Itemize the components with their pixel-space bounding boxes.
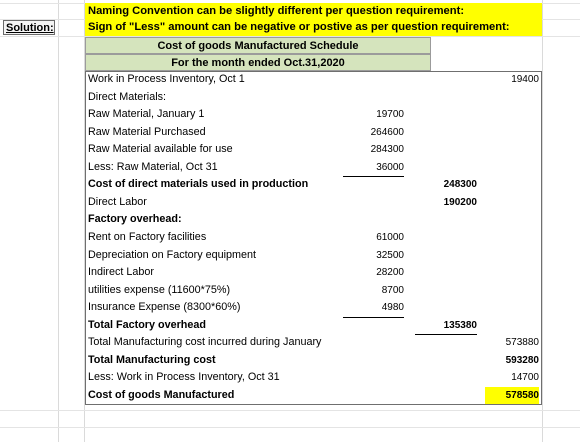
row-label: Total Manufacturing cost incurred during January [88,336,322,349]
table-row [85,159,542,177]
note-less-sign: Sign of "Less" amount can be negative or postive as per question requirement: [85,19,542,36]
amount-cell: 8700 [381,284,404,296]
table-row [85,71,542,89]
row-label: Raw Material Purchased [88,125,206,138]
table-row [85,247,542,265]
solution-label: Solution: [3,20,55,35]
amount-cell: 32500 [376,249,404,261]
row-gridline [0,410,580,411]
row-label: Cost of direct materials used in production [88,178,309,191]
row-label: Total Factory overhead [88,318,206,331]
row-label: Indirect Labor [88,266,155,279]
amount-cell: 573880 [505,337,539,349]
row-gridline [0,427,580,428]
row-label: Raw Material available for use [88,143,233,156]
row-label: Rent on Factory facilities [88,230,207,243]
amount-cell: 61000 [376,231,404,243]
row-label: Insurance Expense (8300*60%) [88,301,241,314]
amount-cell: 578580 [485,387,539,405]
table-row [85,352,542,370]
table-row [85,229,542,247]
table-row [85,299,542,317]
row-label: Factory overhead: [88,213,182,226]
table-row [85,141,542,159]
table-row [85,264,542,282]
table-row [85,334,542,352]
amount-cell: 248300 [443,179,477,191]
table-row [85,89,542,107]
row-label: Cost of goods Manufactured [88,388,235,401]
row-label: Raw Material, January 1 [88,108,205,121]
row-label: Total Manufacturing cost [88,353,216,366]
schedule-title: Cost of goods Manufactured Schedule [85,37,431,54]
row-label: Depreciation on Factory equipment [88,248,257,261]
table-row [85,106,542,124]
amount-cell: 284300 [370,144,404,156]
row-label: utilities expense (11600*75%) [88,283,231,296]
schedule-period: For the month ended Oct.31,2020 [85,54,431,71]
table-row [85,194,542,212]
column-gridline [542,0,543,442]
amount-cell: 593280 [505,354,539,366]
table-row [85,176,542,194]
table-row [85,369,542,387]
amount-cell: 28200 [376,267,404,279]
row-label: Work in Process Inventory, Oct 1 [88,73,245,85]
table-row [85,124,542,142]
amount-cell: 4980 [343,299,404,318]
row-label: Direct Labor [88,195,147,208]
row-label: Less: Raw Material, Oct 31 [88,160,218,173]
row-label: Less: Work in Process Inventory, Oct 31 [88,371,280,384]
table-row [85,282,542,300]
note-naming-convention: Naming Convention can be slightly different per question requirement: [85,3,542,20]
amount-cell: 264600 [370,126,404,138]
amount-cell: 19400 [511,74,539,85]
amount-cell: 135380 [415,317,477,336]
table-row [85,387,542,405]
amount-cell: 36000 [343,159,404,178]
column-gridline [58,0,59,442]
row-label: Direct Materials: [88,90,166,103]
amount-cell: 190200 [443,196,477,208]
amount-cell: 14700 [511,372,539,384]
amount-cell: 19700 [376,109,404,121]
table-row [85,317,542,335]
table-row [85,211,542,229]
